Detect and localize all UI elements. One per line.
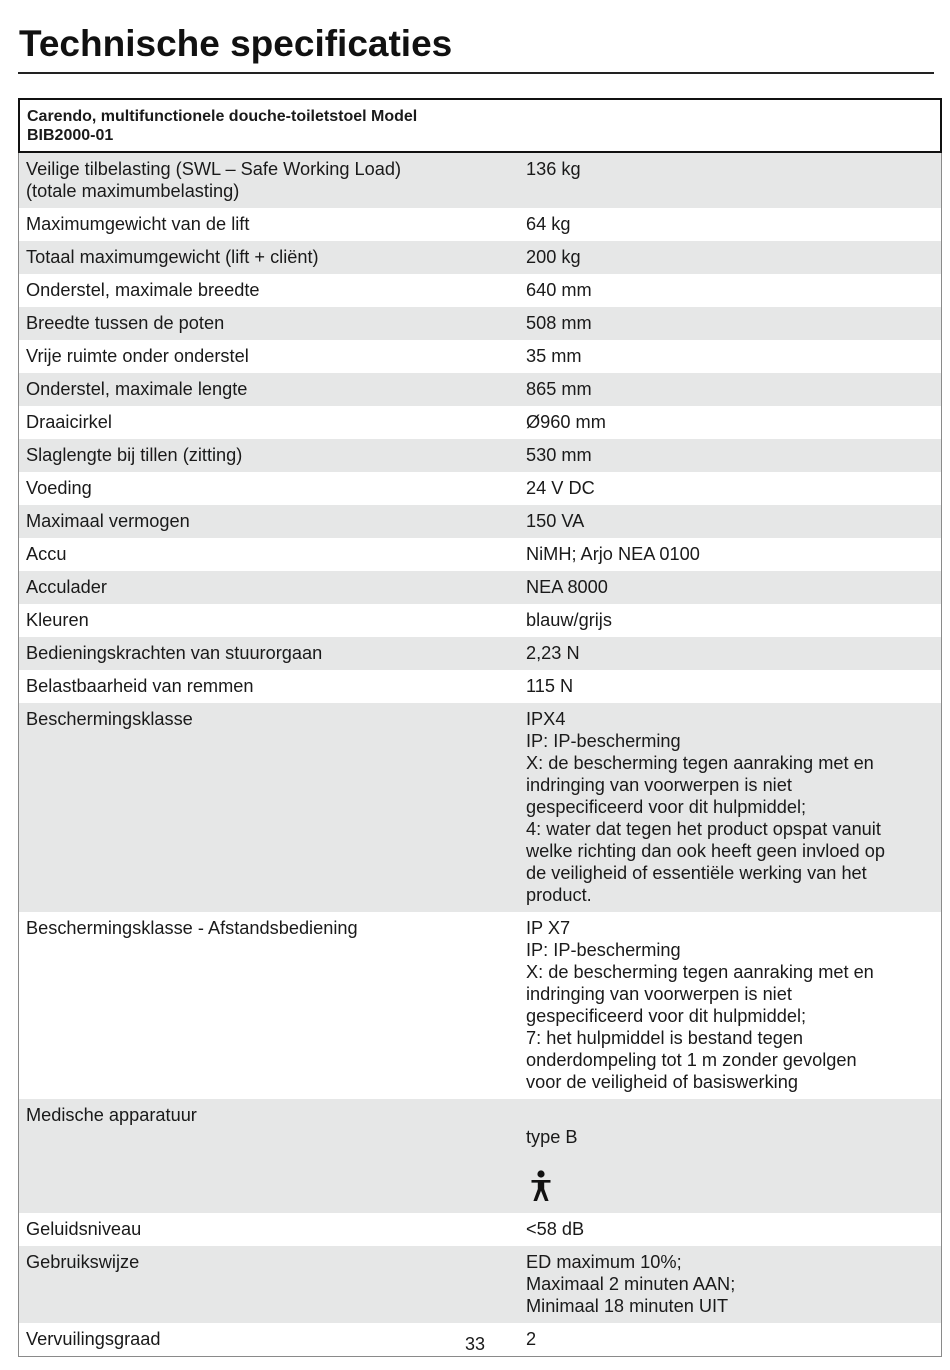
spec-value: IPX4 IP: IP-bescherming X: de bescherming tegen aanraking met en indringing van voorwerpen is niet gespecificeerd voor dit hulpmiddel; 4: water dat tegen het product opspat vanuit welke richting dan ook heeft geen invloed op de veiligheid of essentiële werking van het product. (526, 709, 885, 905)
table-row (19, 538, 941, 571)
spec-value: 2 (526, 1329, 537, 1349)
table-row (19, 1246, 941, 1323)
table-row (19, 505, 941, 538)
spec-value: <58 dB (526, 1219, 585, 1239)
spec-label: Bedieningskrachten van stuurorgaan (26, 643, 323, 663)
spec-label: Geluidsniveau (26, 1219, 142, 1239)
page-title: Technische specificaties (19, 23, 453, 64)
spec-value: 64 kg (526, 214, 571, 234)
spec-value: Ø960 mm (526, 412, 606, 432)
table-row (19, 340, 941, 373)
type-b-applied-part-icon (530, 1148, 552, 1207)
spec-label: Breedte tussen de poten (26, 313, 225, 333)
spec-value-cell (519, 1099, 941, 1213)
spec-label: Accu (26, 544, 67, 564)
spec-label: Voeding (26, 478, 92, 498)
spec-label: Vrije ruimte onder onderstel (26, 346, 249, 366)
spec-label: Onderstel, maximale breedte (26, 280, 260, 300)
spec-value: 865 mm (526, 379, 592, 399)
title-divider (18, 72, 934, 74)
spec-value: 640 mm (526, 280, 592, 300)
spec-value: 530 mm (526, 445, 592, 465)
spec-label: Maximaal vermogen (26, 511, 190, 531)
table-row (19, 604, 941, 637)
table-row (19, 307, 941, 340)
spec-value: ED maximum 10%; Maximaal 2 minuten AAN; Minimaal 18 minuten UIT (526, 1252, 736, 1316)
spec-value: 115 N (526, 676, 574, 696)
table-row (19, 153, 941, 208)
spec-label: Beschermingsklasse - Afstandsbediening (26, 918, 358, 938)
spec-value: 24 V DC (526, 478, 595, 498)
spec-label: Draaicirkel (26, 412, 112, 432)
spec-value: 200 kg (526, 247, 581, 267)
table-row (19, 274, 941, 307)
spec-label: Vervuilingsgraad (26, 1329, 161, 1349)
spec-label: Beschermingsklasse (26, 709, 193, 729)
spec-table-header-text: Carendo, multifunctionele douche-toiletstoel Model BIB2000-01 (27, 108, 418, 144)
spec-value: 35 mm (526, 346, 582, 366)
spec-label: Gebruikswijze (26, 1252, 140, 1272)
table-row (19, 373, 941, 406)
table-row (19, 241, 941, 274)
table-row (19, 637, 941, 670)
spec-label: Slaglengte bij tillen (zitting) (26, 445, 243, 465)
table-row (19, 912, 941, 1099)
spec-label: Onderstel, maximale lengte (26, 379, 248, 399)
spec-table (18, 98, 942, 1357)
table-row (19, 571, 941, 604)
spec-label: Belastbaarheid van remmen (26, 676, 254, 696)
table-row (19, 406, 941, 439)
spec-label: Maximumgewicht van de lift (26, 214, 250, 234)
spec-value: IP X7 IP: IP-bescherming X: de bescherming tegen aanraking met en indringing van voorwerpen is niet gespecificeerd voor dit hulpmiddel; 7: het hulpmiddel is bestand tegen onderdompeling tot 1 m zonder gevolgen voor de veiligheid of basiswerking (526, 918, 874, 1092)
spec-value: NiMH; Arjo NEA 0100 (526, 544, 700, 564)
spec-value: 2,23 N (526, 643, 580, 663)
spec-label: Acculader (26, 577, 107, 597)
table-row (19, 1213, 941, 1246)
table-row (19, 439, 941, 472)
spec-value: type B (526, 1127, 578, 1147)
spec-value: NEA 8000 (526, 577, 608, 597)
table-row (19, 208, 941, 241)
spec-label: Medische apparatuur (26, 1105, 197, 1125)
spec-label: Totaal maximumgewicht (lift + cliënt) (26, 247, 319, 267)
table-row (19, 472, 941, 505)
spec-label: Kleuren (26, 610, 89, 630)
spec-value: 136 kg (526, 159, 581, 179)
spec-value: 150 VA (526, 511, 585, 531)
spec-table-header (18, 98, 942, 153)
spec-value: blauw/grijs (526, 610, 612, 630)
table-row (19, 703, 941, 912)
page-number: 33 (464, 1334, 486, 1354)
spec-label: Veilige tilbelasting (SWL – Safe Working Load) (totale maximumbelasting) (26, 159, 402, 201)
table-row (19, 1099, 941, 1213)
spec-value: 508 mm (526, 313, 592, 333)
table-row (19, 670, 941, 703)
